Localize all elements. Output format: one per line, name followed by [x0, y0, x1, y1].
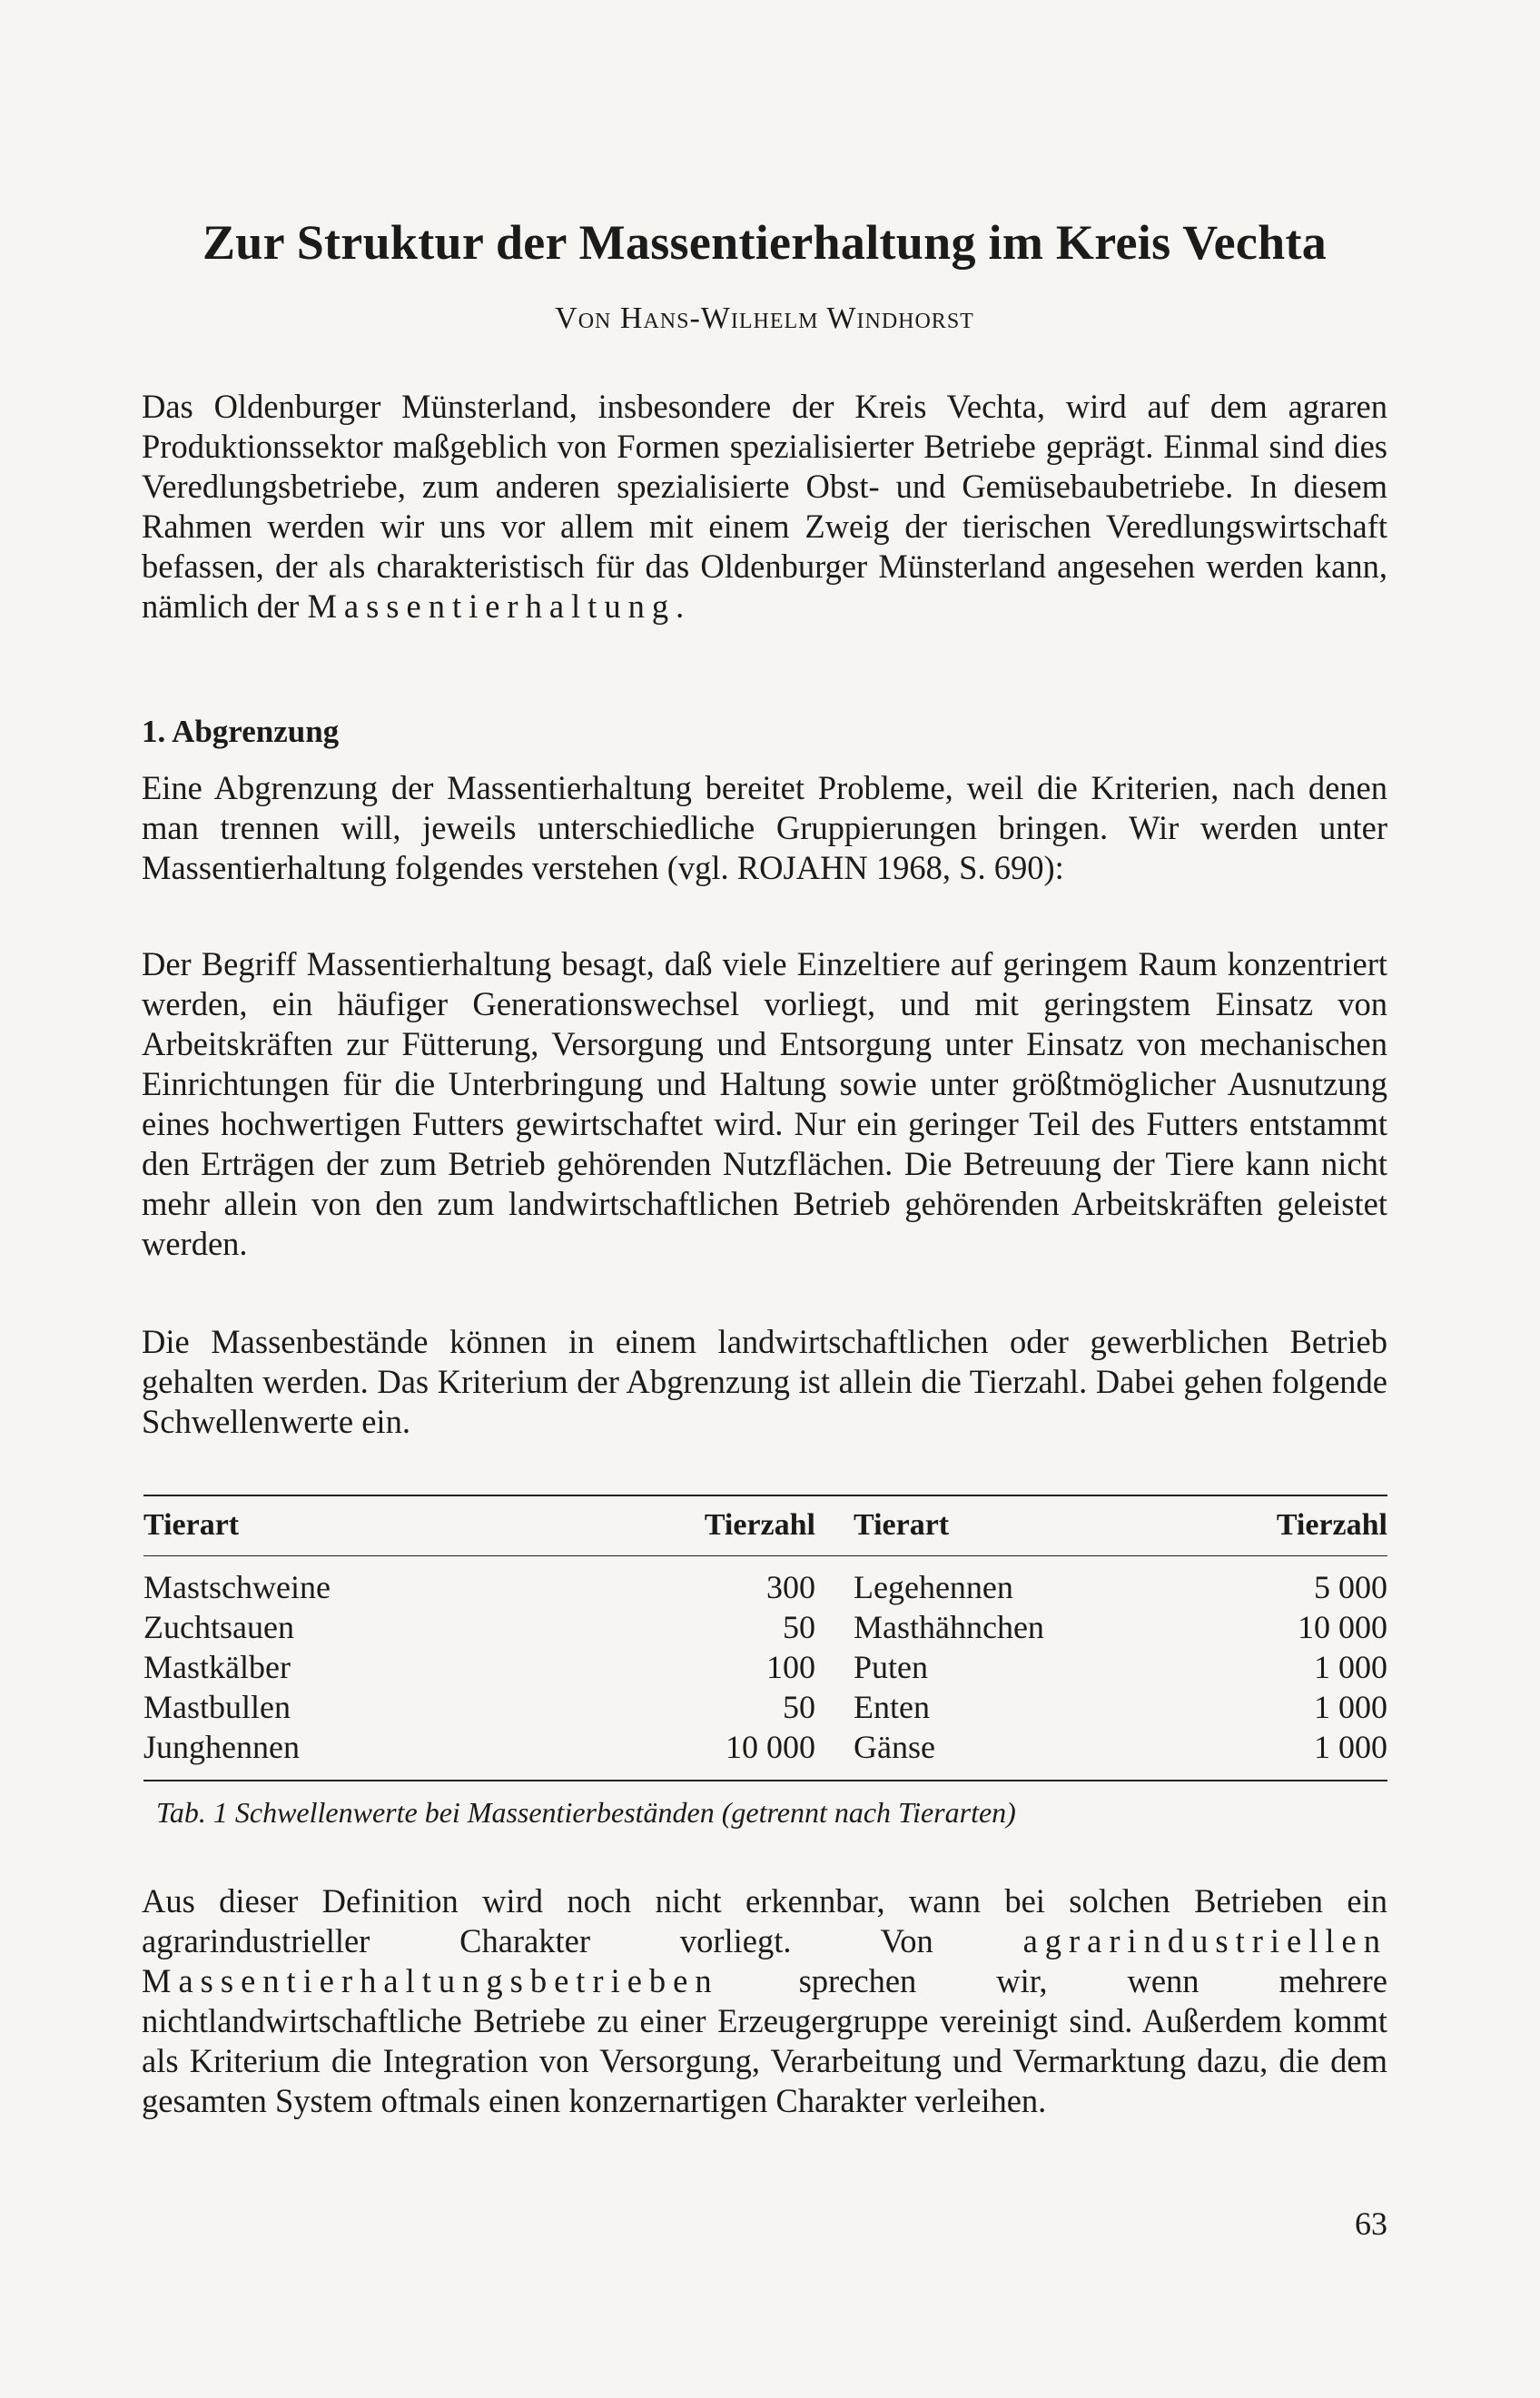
- intro-text-end: .: [676, 587, 685, 625]
- table-cell: Puten: [854, 1649, 929, 1685]
- table-caption: Tab. 1 Schwellenwerte bei Massentierbeständen (getrennt nach Tierarten): [156, 1796, 1016, 1829]
- table-cell: Enten: [854, 1689, 930, 1725]
- table-cell: Masthähnchen: [854, 1609, 1044, 1645]
- page-number: 63: [1355, 2206, 1387, 2242]
- paragraph-agroindustrial: [142, 1881, 1387, 2121]
- intro-emphasis: Massentierhaltung: [307, 587, 676, 625]
- paragraph-definition-intro: Eine Abgrenzung der Massentierhaltung bereitet Probleme, weil die Kriterien, nach denen man trennen will, jeweils unterschiedliche Gruppierungen bringen. Wir werden unter Massentierhaltung folgendes verstehen (vgl. ROJAHN 1968, S. 690):: [142, 769, 1387, 886]
- table-header-cell: Tierzahl: [1276, 1508, 1387, 1542]
- table-cell: 1 000: [1314, 1689, 1387, 1725]
- paragraph-text: Aus dieser Definition wird noch nicht erkennbar, wann bei solchen Betrieben ein agrarindustrieller Charakter vorliegt. Von: [142, 1882, 1387, 1959]
- section-heading: 1. Abgrenzung: [142, 714, 340, 749]
- table-header-cell: Tierart: [854, 1508, 950, 1542]
- table-cell: Mastkälber: [143, 1649, 291, 1685]
- table-cell: Mastbullen: [143, 1689, 291, 1725]
- paragraph-emphasis: agrarindustriellen Massentierhaltungsbetrieben: [142, 1922, 1387, 1999]
- table-cell: 300: [766, 1569, 815, 1605]
- table-cell: 1 000: [1314, 1649, 1387, 1685]
- table-cell: 100: [766, 1649, 815, 1685]
- table-top-rule: [143, 1495, 1387, 1496]
- paragraph-definition: Der Begriff Massentierhaltung besagt, daß viele Einzeltiere auf geringem Raum konzentriert werden, ein häufiger Generationswechsel vorliegt, und mit geringstem Einsatz von Arbeitskräften zur Fütterung, Versorgung und Entsorgung unter Einsatz von mechanischen Einrichtungen für die Unterbringung und Haltung sowie unter größtmöglicher Ausnutzung eines hochwertigen Futters gewirtschaftet wird. Nur ein geringer Teil des Futters entstammt den Erträgen der zum Betrieb gehörenden Nutzflächen. Die Betreuung der Tiere kann nicht mehr allein von den zum landwirtschaftlichen Betrieb gehörenden Arbeitskräften geleistet werden.: [142, 945, 1387, 1262]
- table-cell: Legehennen: [854, 1569, 1013, 1605]
- table-cell: 10 000: [1298, 1609, 1387, 1645]
- table-header-cell: Tierzahl: [704, 1508, 815, 1542]
- table-cell: Zuchtsauen: [143, 1609, 294, 1645]
- table-cell: 50: [783, 1689, 815, 1725]
- table-header-cell: Tierart: [143, 1508, 240, 1542]
- table-cell: 10 000: [726, 1729, 815, 1765]
- table-header-rule: [143, 1555, 1387, 1556]
- intro-text: Das Oldenburger Münsterland, insbesondere der Kreis Vechta, wird auf dem agraren Produktionssektor maßgeblich von Formen spezialisierter Betriebe geprägt. Einmal sind dies Veredlungsbetriebe, zum anderen spezialisierte Obst- und Gemüsebaubetriebe. In diesem Rahmen werden wir uns vor allem mit einem Zweig der tierischen Veredlungswirtschaft befassen, der als charakteristisch für das Oldenburger Münsterland angesehen werden kann, nämlich der: [142, 388, 1387, 625]
- table-cell: 50: [783, 1609, 815, 1645]
- table-bottom-rule: [143, 1780, 1387, 1781]
- article-title: Zur Struktur der Massentierhaltung im Kreis Vechta: [202, 215, 1328, 270]
- intro-paragraph: [142, 387, 1387, 627]
- table-cell: 5 000: [1314, 1569, 1387, 1605]
- table-cell: Gänse: [854, 1729, 935, 1765]
- paragraph-text-end: sprechen wir, wenn mehrere nichtlandwirtschaftliche Betriebe zu einer Erzeugergruppe vereinigt sind. Außerdem kommt als Kriterium die Integration von Versorgung, Verarbeitung und Vermarktung dazu, die dem gesamten System oftmals einen konzernartigen Charakter verleihen.: [142, 1962, 1387, 2119]
- table-cell: Junghennen: [143, 1729, 300, 1765]
- article-author: Von Hans-Wilhelm Windhorst: [555, 301, 974, 335]
- table-cell: 1 000: [1314, 1729, 1387, 1765]
- paragraph-criteria: Die Massenbestände können in einem landwirtschaftlichen oder gewerblichen Betrieb gehalten werden. Das Kriterium der Abgrenzung ist allein die Tierzahl. Dabei gehen folgende Schwellenwerte ein.: [142, 1323, 1387, 1440]
- table-cell: Mastschweine: [143, 1569, 331, 1605]
